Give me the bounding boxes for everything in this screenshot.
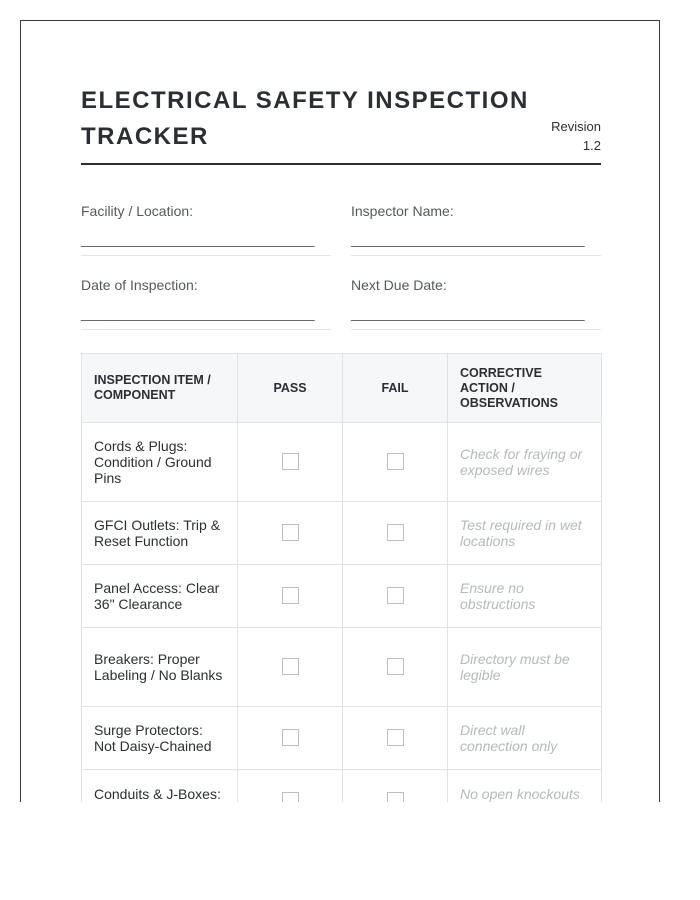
next-due-date-field[interactable] (351, 277, 601, 330)
pass-cell (238, 423, 343, 502)
row-note[interactable]: Ensure no obstructions (448, 565, 602, 628)
row-note[interactable]: Test required in wet locations (448, 502, 602, 565)
table-row (82, 423, 602, 502)
header-inspection-item: INSPECTION ITEM / COMPONENT (82, 354, 238, 423)
row-item: Panel Access: Clear 36" Clearance (82, 565, 238, 628)
pass-checkbox[interactable] (282, 587, 299, 604)
table-row (82, 565, 602, 628)
pass-checkbox[interactable] (282, 792, 299, 802)
row-note[interactable]: Check for fraying or exposed wires (448, 423, 602, 502)
pass-checkbox[interactable] (282, 658, 299, 675)
table-row (82, 707, 602, 770)
table-row (82, 502, 602, 565)
next-due-date-label: Next Due Date: (351, 277, 447, 293)
inspector-name-field[interactable] (351, 203, 601, 256)
table-row (82, 770, 602, 803)
header-fail: FAIL (343, 354, 448, 423)
inspection-date-field[interactable] (81, 277, 331, 330)
inspection-table (81, 353, 602, 802)
inspection-form-page (20, 20, 660, 802)
facility-location-label: Facility / Location: (81, 203, 194, 219)
pass-cell (238, 707, 343, 770)
row-note[interactable]: Directory must be legible (448, 628, 602, 707)
table-header-row (82, 354, 602, 423)
fail-checkbox[interactable] (387, 792, 404, 802)
row-item: Surge Protectors: Not Daisy-Chained (82, 707, 238, 770)
table-row (82, 628, 602, 707)
fail-checkbox[interactable] (387, 658, 404, 675)
fail-checkbox[interactable] (387, 524, 404, 541)
pass-cell (238, 565, 343, 628)
revision-label: Revision (551, 119, 601, 134)
title-divider (81, 163, 601, 165)
fail-cell (343, 770, 448, 803)
fail-cell (343, 628, 448, 707)
row-note[interactable]: Direct wall connection only (448, 707, 602, 770)
fail-checkbox[interactable] (387, 453, 404, 470)
row-item: Conduits & J-Boxes: (82, 770, 238, 803)
inspection-date-label: Date of Inspection: (81, 277, 198, 293)
pass-checkbox[interactable] (282, 453, 299, 470)
inspector-name-blank[interactable]: ______________________________ (351, 231, 585, 247)
fail-cell (343, 502, 448, 565)
pass-cell (238, 502, 343, 565)
fail-checkbox[interactable] (387, 729, 404, 746)
fail-cell (343, 707, 448, 770)
pass-checkbox[interactable] (282, 729, 299, 746)
pass-cell (238, 628, 343, 707)
form-title: ELECTRICAL SAFETY INSPECTION TRACKER (81, 87, 529, 150)
next-due-date-blank[interactable]: ______________________________ (351, 305, 585, 321)
fail-cell (343, 565, 448, 628)
header-pass: PASS (238, 354, 343, 423)
revision-number: 1.2 (582, 138, 601, 153)
revision-block (521, 117, 601, 155)
facility-location-blank[interactable]: ______________________________ (81, 231, 315, 247)
row-note[interactable]: No open knockouts (448, 770, 602, 803)
facility-location-field[interactable] (81, 203, 331, 256)
fail-cell (343, 423, 448, 502)
header-corrective-action: CORRECTIVE ACTION / OBSERVATIONS (448, 354, 602, 423)
row-item: GFCI Outlets: Trip & Reset Function (82, 502, 238, 565)
pass-checkbox[interactable] (282, 524, 299, 541)
inspection-date-blank[interactable]: ______________________________ (81, 305, 315, 321)
row-item: Breakers: Proper Labeling / No Blanks (82, 628, 238, 707)
inspector-name-label: Inspector Name: (351, 203, 454, 219)
fail-checkbox[interactable] (387, 587, 404, 604)
pass-cell (238, 770, 343, 803)
row-item: Cords & Plugs: Condition / Ground Pins (82, 423, 238, 502)
